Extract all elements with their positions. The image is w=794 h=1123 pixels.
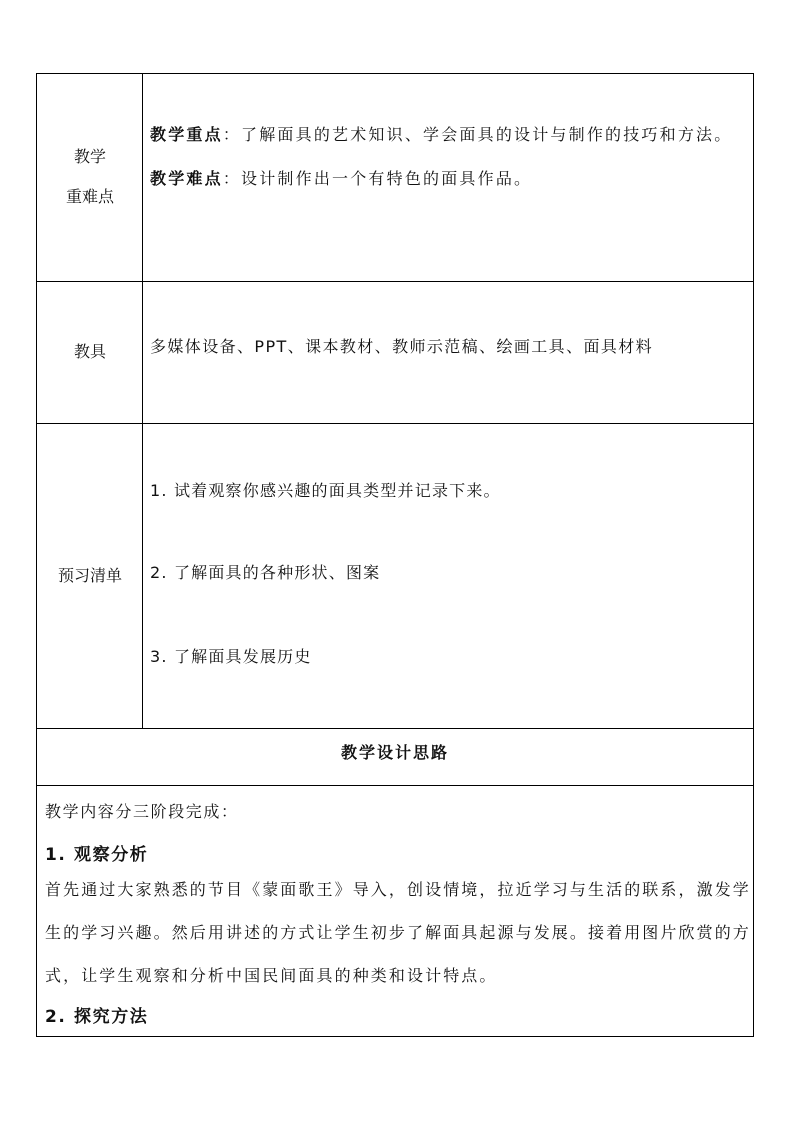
teaching-focus-text: ：了解面具的艺术知识、学会面具的设计与制作的技巧和方法。: [222, 125, 733, 144]
design-heading-observe: 1. 观察分析: [45, 845, 149, 865]
design-intro: 教学内容分三阶段完成：: [45, 802, 239, 821]
teaching-aids-content: 多媒体设备、PPT、课本教材、教师示范稿、绘画工具、面具材料: [150, 337, 654, 356]
preview-item: 3. 了解面具发展历史: [150, 647, 312, 666]
key-points-label: 教学 重难点: [65, 147, 114, 206]
table-border-left: [36, 73, 37, 1037]
key-points-content: [150, 120, 748, 194]
row-divider: [36, 281, 754, 282]
teaching-focus-label: 教学重点: [150, 125, 223, 144]
preview-list-label: 预习清单: [57, 566, 122, 585]
table-border-top: [36, 73, 754, 74]
row-divider: [36, 785, 754, 786]
row-divider: [36, 423, 754, 424]
table-border-bottom: [36, 1036, 754, 1037]
teaching-difficulty: [150, 164, 748, 194]
design-heading-explore: 2. 探究方法: [45, 1007, 149, 1027]
teaching-difficulty-label: 教学难点: [150, 169, 223, 188]
preview-item: 1. 试着观察你感兴趣的面具类型并记录下来。: [150, 481, 501, 500]
preview-item: 2. 了解面具的各种形状、图案: [150, 563, 381, 582]
row-divider: [36, 728, 754, 729]
design-section-title: 教学设计思路: [340, 743, 449, 762]
design-paragraph-observe: 首先通过大家熟悉的节目《蒙面歌王》导入，创设情境，拉近学习与生活的联系，激发学生的学习兴趣。然后用讲述的方式让学生初步了解面具起源与发展。接着用图片欣赏的方式，让学生观察和分析中国民间面具的种类和设计特点。: [45, 880, 751, 985]
teaching-aids-label: 教具: [73, 342, 106, 361]
teaching-focus: [150, 120, 748, 150]
teaching-difficulty-text: ：设计制作出一个有特色的面具作品。: [222, 169, 533, 188]
table-border-right: [753, 73, 754, 1037]
